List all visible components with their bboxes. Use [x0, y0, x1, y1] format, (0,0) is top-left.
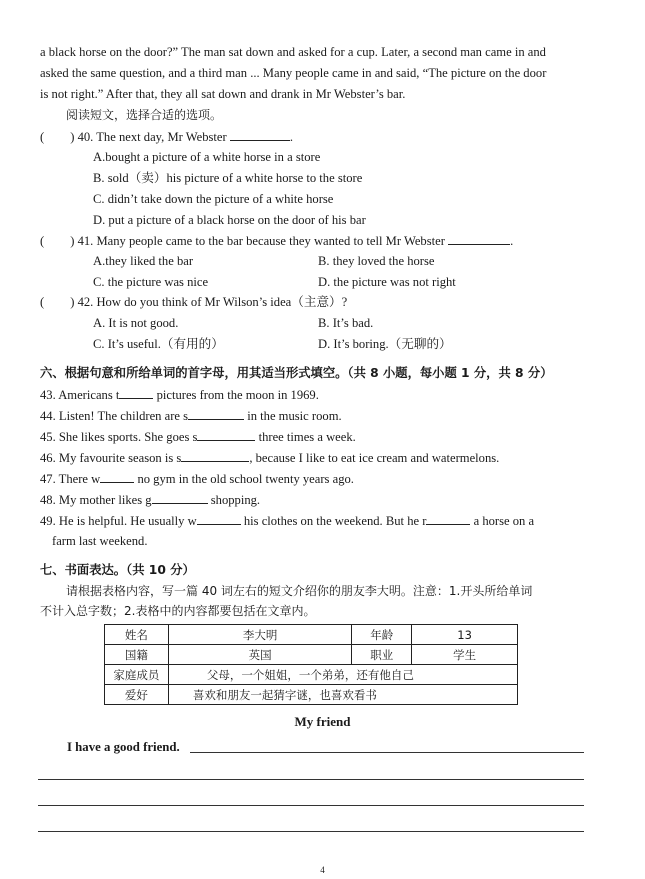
fill-blank[interactable] — [197, 427, 255, 441]
question-40 — [40, 127, 293, 146]
fill-item-43 — [40, 385, 319, 404]
hobby-value: 喜欢和朋友一起猜字谜，也喜欢看书 — [168, 685, 517, 705]
fill-item-49-continued: farm last weekend. — [52, 534, 148, 548]
item-text: 43. Americans t — [40, 388, 120, 402]
essay-start-text: I have a good friend. — [67, 740, 180, 754]
option-42-b: B. It’s bad. — [318, 316, 374, 330]
question-stem: 41. Many people came to the bar because they wanted to tell Mr Webster — [77, 234, 445, 248]
fill-item-48 — [40, 490, 260, 509]
table-row — [105, 685, 518, 705]
option-41-a: A.they liked the bar — [93, 254, 194, 268]
table-row — [105, 665, 518, 685]
question-stem: 42. How do you think of Mr Wilson’s idea（主意）? — [77, 295, 348, 309]
option-42-d: D. It’s boring.（无聊的） — [318, 337, 452, 351]
answer-paren-close: ) — [70, 130, 75, 144]
answer-paren-open: ( — [40, 295, 45, 309]
fill-item-44 — [40, 406, 342, 425]
item-text: 47. There w — [40, 472, 101, 486]
passage-line-3: is not right.” After that, they all sat down and drank in Mr Webster’s bar. — [40, 87, 406, 101]
fill-blank[interactable] — [152, 490, 208, 504]
option-40-d: D. put a picture of a black horse on the door of his bar — [93, 213, 366, 227]
answer-paren-close: ) — [70, 234, 75, 248]
hobby-label: 爱好 — [105, 685, 169, 705]
family-label: 家庭成员 — [105, 665, 169, 685]
question-42 — [40, 293, 347, 311]
option-41-c: C. the picture was nice — [93, 275, 209, 289]
writing-line[interactable] — [38, 779, 584, 780]
fill-blank[interactable] — [426, 511, 470, 525]
writing-line[interactable] — [38, 805, 584, 806]
item-text: 49. He is helpful. He usually w — [40, 514, 197, 528]
fill-blank[interactable] — [100, 469, 134, 483]
question-stem: 40. The next day, Mr Webster — [77, 130, 227, 144]
item-text: shopping. — [210, 493, 261, 507]
item-text: a horse on a — [473, 514, 535, 528]
writing-line[interactable] — [190, 752, 584, 753]
writing-line[interactable] — [38, 831, 584, 832]
item-text: no gym in the old school twenty years ago. — [137, 472, 354, 486]
fill-item-47 — [40, 469, 354, 488]
option-42-a: A. It is not good. — [93, 316, 179, 330]
fill-item-46 — [40, 448, 499, 467]
option-40-c: C. didn’t take down the picture of a white horse — [93, 192, 334, 206]
fill-blank[interactable] — [181, 448, 249, 462]
item-text: 46. My favourite season is s — [40, 451, 182, 465]
age-value: 13 — [412, 625, 518, 645]
table-row — [105, 645, 518, 665]
item-text: three times a week. — [258, 430, 356, 444]
writing-instruction-line-2: 不计入总字数；2.表格中的内容都要包括在文章内。 — [40, 604, 316, 618]
option-40-b: B. sold（卖）his picture of a white horse to the store — [93, 171, 363, 185]
job-label: 职业 — [352, 645, 412, 665]
fill-blank[interactable] — [197, 511, 241, 525]
reading-instruction: 阅读短文，选择合适的选项。 — [66, 108, 223, 122]
nationality-value: 英国 — [168, 645, 352, 665]
item-text: 45. She likes sports. She goes s — [40, 430, 198, 444]
fill-item-49 — [40, 511, 534, 530]
fill-item-45 — [40, 427, 356, 446]
option-40-a: A.bought a picture of a white horse in a store — [93, 150, 321, 164]
answer-paren-open: ( — [40, 130, 45, 144]
passage-line-2: asked the same question, and a third man ... Many people came in and said, “The picture on the door — [40, 66, 547, 80]
name-value: 李大明 — [168, 625, 352, 645]
answer-blank[interactable] — [448, 231, 510, 245]
fill-blank[interactable] — [119, 385, 153, 399]
age-label: 年龄 — [352, 625, 412, 645]
writing-instruction-line-1: 请根据表格内容，写一篇 40 词左右的短文介绍你的朋友李大明。注意：1.开头所给单词 — [66, 584, 533, 598]
nationality-label: 国籍 — [105, 645, 169, 665]
item-text: , because I like to eat ice cream and watermelons. — [249, 451, 500, 465]
section-6-heading: 六、根据句意和所给单词的首字母，用其适当形式填空。（共 8 小题，每小题 1 分，共 8 分） — [40, 366, 553, 380]
item-text: in the music room. — [247, 409, 342, 423]
page-number: 4 — [320, 865, 325, 875]
answer-paren-open: ( — [40, 234, 45, 248]
table-row — [105, 625, 518, 645]
answer-blank[interactable] — [230, 127, 290, 141]
stem-tail: . — [510, 234, 514, 248]
passage-line-1: a black horse on the door?” The man sat down and asked for a cup. Later, a second man came in and — [40, 45, 546, 59]
item-text: his clothes on the weekend. But he r — [243, 514, 427, 528]
item-text: pictures from the moon in 1969. — [156, 388, 319, 402]
name-label: 姓名 — [105, 625, 169, 645]
essay-title: My friend — [294, 714, 351, 729]
stem-tail: . — [289, 130, 294, 144]
job-value: 学生 — [412, 645, 518, 665]
answer-paren-close: ) — [70, 295, 75, 309]
friend-info-table — [104, 624, 518, 705]
item-text: 44. Listen! The children are s — [40, 409, 189, 423]
item-text: 48. My mother likes g — [40, 493, 152, 507]
option-41-b: B. they loved the horse — [318, 254, 435, 268]
family-value: 父母，一个姐姐，一个弟弟，还有他自己 — [168, 665, 517, 685]
question-41 — [40, 231, 513, 250]
option-41-d: D. the picture was not right — [318, 275, 456, 289]
section-7-heading: 七、书面表达。（共 10 分） — [40, 563, 195, 577]
option-42-c: C. It’s useful.（有用的） — [93, 337, 224, 351]
fill-blank[interactable] — [188, 406, 244, 420]
